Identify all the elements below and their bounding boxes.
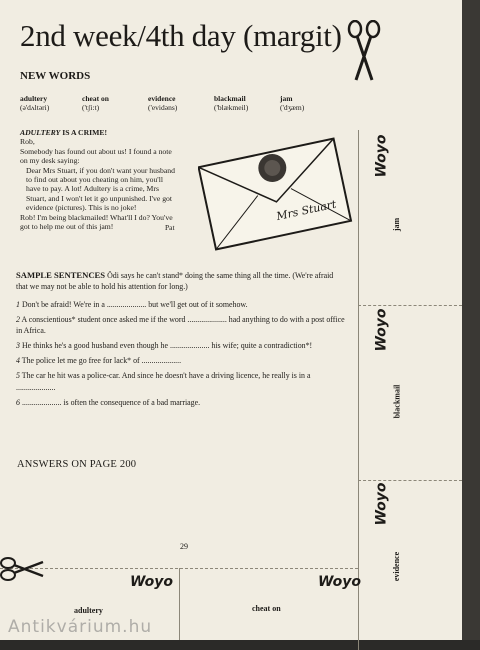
woyo-logo-icon: Woyo bbox=[130, 574, 174, 590]
sentence: 5 The car he hit was a police-car. And since he doesn't have a driving licence, he really is in a .................... bbox=[16, 371, 311, 392]
card-cut-line bbox=[358, 305, 462, 306]
sentence: 1 Don't be afraid! We're in a .................... but we'll get out of it somehow. bbox=[16, 299, 248, 309]
scissors-icon bbox=[346, 20, 382, 82]
sentence: 3 He thinks he's a good husband even though he .................... his wife; quite a contradiction*! bbox=[16, 341, 313, 351]
envelope-illustration bbox=[198, 130, 353, 260]
card-evidence: evidence bbox=[392, 551, 402, 582]
card-blackmail: blackmail bbox=[392, 384, 402, 419]
new-word: evidence ('evidəns) bbox=[148, 94, 178, 112]
letter-signature: Pat bbox=[165, 223, 175, 232]
scissors-icon bbox=[0, 556, 44, 582]
sentence: 2 A conscientious* student once asked me if the word .................... had anything to do with a post office in Africa. bbox=[16, 314, 345, 336]
woyo-logo-icon: Woyo bbox=[373, 482, 390, 526]
answers-note: ANSWERS ON PAGE 200 bbox=[17, 459, 137, 470]
card-jam: jam bbox=[392, 217, 402, 232]
letter-headline: ADULTERY IS A CRIME! bbox=[20, 128, 108, 137]
new-word: adultery (ə'dʌltəri) bbox=[20, 94, 50, 112]
sentence: 6 .................... is often the consequence of a bad marriage. bbox=[16, 397, 201, 407]
woyo-logo-icon: Woyo bbox=[373, 134, 390, 178]
letter-line: Rob, bbox=[20, 137, 35, 147]
letter-line: Somebody has found out about us! I found a note on my desk saying: bbox=[20, 146, 172, 166]
sentence: 4 The police let me go free for lack* of .................... bbox=[16, 356, 182, 366]
envelope-address: Mrs Stuart bbox=[275, 197, 338, 224]
card-cut-line bbox=[358, 130, 359, 650]
page-title: 2nd week/4th day (margit) bbox=[20, 18, 342, 53]
new-word: jam ('dʒæm) bbox=[280, 94, 305, 112]
letter-line: Rob! I'm being blackmailed! What'll I do? You've got to help me out of this jam! bbox=[20, 212, 173, 232]
woyo-logo-icon: Woyo bbox=[373, 308, 390, 352]
card-cut-line bbox=[179, 568, 180, 640]
watermark: Antikvárium.hu bbox=[8, 617, 153, 637]
card-cut-line bbox=[358, 480, 462, 481]
woyo-logo-icon: Woyo bbox=[318, 574, 362, 590]
page-edge bbox=[462, 0, 480, 640]
letter-quote: Dear Mrs Stuart, if you don't want your husband to find out about you cheating on him, you'll have to pay. A lot! Adultery is a crime, Mrs Stuart, and I won't let it go unpunished. I've got evidence (pictures). This is no joke! bbox=[26, 165, 175, 213]
page-number: 29 bbox=[180, 542, 188, 551]
new-word: blackmail ('blækmeil) bbox=[214, 94, 249, 112]
sample-sentences bbox=[16, 270, 346, 412]
letter-text bbox=[20, 128, 177, 231]
card-adultery: adultery bbox=[74, 606, 103, 615]
new-word: cheat on ('tʃi:t) bbox=[82, 94, 109, 112]
sample-intro: SAMPLE SENTENCES Ödi says he can't stand* doing the same thing all the time. (We're afraid that we may not be able to hold his attention for long.) bbox=[16, 270, 334, 292]
card-cheat-on: cheat on bbox=[252, 604, 281, 613]
new-words-list bbox=[20, 94, 350, 118]
new-words-heading: NEW WORDS bbox=[20, 70, 91, 82]
